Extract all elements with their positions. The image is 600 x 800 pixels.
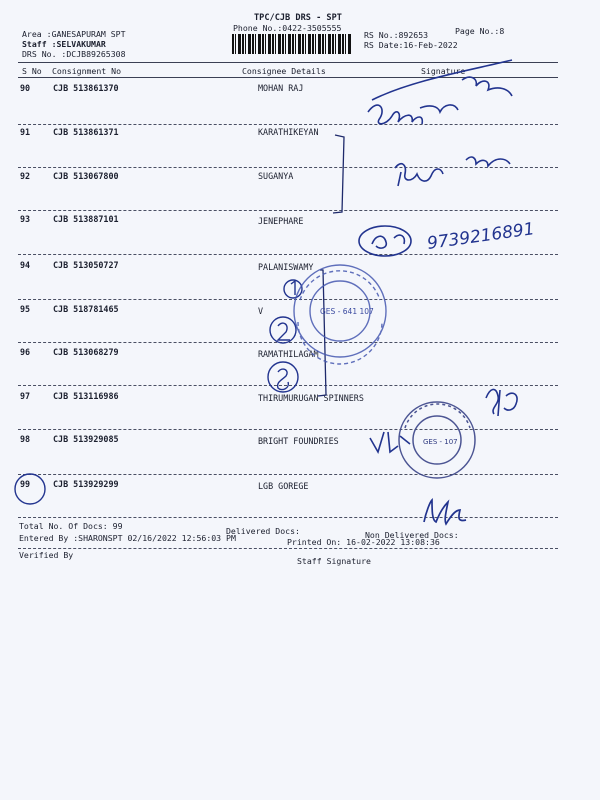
row-consignee: LGB GOREGE <box>258 481 309 491</box>
row-sno: 94 <box>20 260 31 270</box>
row-consignment: CJB 513929299 <box>53 479 119 489</box>
row-consignee: JENEPHARE <box>258 216 304 226</box>
circled-number <box>15 280 302 504</box>
verified-by: Verified By <box>19 550 74 560</box>
col-consignee: Consignee Details <box>242 66 326 76</box>
row-consignee: BRIGHT FOUNDRIES <box>258 436 339 446</box>
row-consignee: PALANISWAMY <box>258 262 314 272</box>
col-consignment: Consignment No <box>52 66 122 76</box>
col-signature: Signature <box>421 66 466 76</box>
signature <box>368 60 512 124</box>
rs-date: RS Date:16-Feb-2022 <box>364 40 458 50</box>
row-consignment: CJB 518781465 <box>53 304 119 314</box>
delivered-docs: Delivered Docs: <box>226 526 300 536</box>
row-sno: 96 <box>20 347 31 357</box>
row-consignment: CJB 513067800 <box>53 171 119 181</box>
row-sno: 92 <box>20 171 31 181</box>
row-sno: 95 <box>20 304 31 314</box>
row-sno: 99 <box>20 479 31 489</box>
page-number: Page No.:8 <box>455 26 505 36</box>
entered-by: Entered By :SHARONSPT 02/16/2022 12:56:03 PM <box>19 533 236 543</box>
row-sno: 91 <box>20 127 31 137</box>
row-consignee: SUGANYA <box>258 171 294 181</box>
stamp-text: GES - 641 107 <box>320 307 374 316</box>
row-sno: 98 <box>20 434 31 444</box>
signature <box>359 226 411 256</box>
row-sno: 97 <box>20 391 31 401</box>
drs-number: DRS No. :DCJB89265308 <box>22 49 126 59</box>
row-consignee: V <box>258 306 264 316</box>
phone-number: Phone No.:0422-3505555 <box>233 23 342 33</box>
rs-number: RS No.:892653 <box>364 30 429 40</box>
row-consignee: THIRUMURUGAN SPINNERS <box>258 393 364 403</box>
printed-on: Printed On: 16-02-2022 13:08:36 <box>287 537 440 547</box>
sheet-title: TPC/CJB DRS - SPT <box>254 13 342 23</box>
row-consignment: CJB 513929085 <box>53 434 119 444</box>
row-sno: 90 <box>20 83 31 93</box>
non-delivered-docs: Non Delivered Docs: <box>365 530 459 540</box>
row-consignment: CJB 513068279 <box>53 347 119 357</box>
row-consignment: CJB 513887101 <box>53 214 119 224</box>
handwritten-phone: 9739216891 <box>425 219 536 254</box>
row-sno: 93 <box>20 214 31 224</box>
staff-signature-label: Staff Signature <box>297 556 371 566</box>
bracket-mark <box>333 135 344 213</box>
area-label: Area :GANESAPURAM SPT <box>22 29 126 39</box>
row-consignment: CJB 513861370 <box>53 83 119 93</box>
col-sno: S No <box>22 66 42 76</box>
row-consignment: CJB 513116986 <box>53 391 119 401</box>
signature <box>424 500 466 524</box>
signature <box>395 157 510 186</box>
row-consignee: MOHAN RAJ <box>258 83 304 93</box>
row-consignee: KARATHIKEYAN <box>258 127 319 137</box>
total-docs: Total No. Of Docs: 99 <box>19 521 123 531</box>
stamp-text: GES - 107 <box>423 438 458 446</box>
staff-label: Staff :SELVAKUMAR <box>22 39 106 49</box>
row-consignee: RAMATHILAGAM <box>258 349 319 359</box>
row-consignment: CJB 513050727 <box>53 260 119 270</box>
row-consignment: CJB 513861371 <box>53 127 119 137</box>
